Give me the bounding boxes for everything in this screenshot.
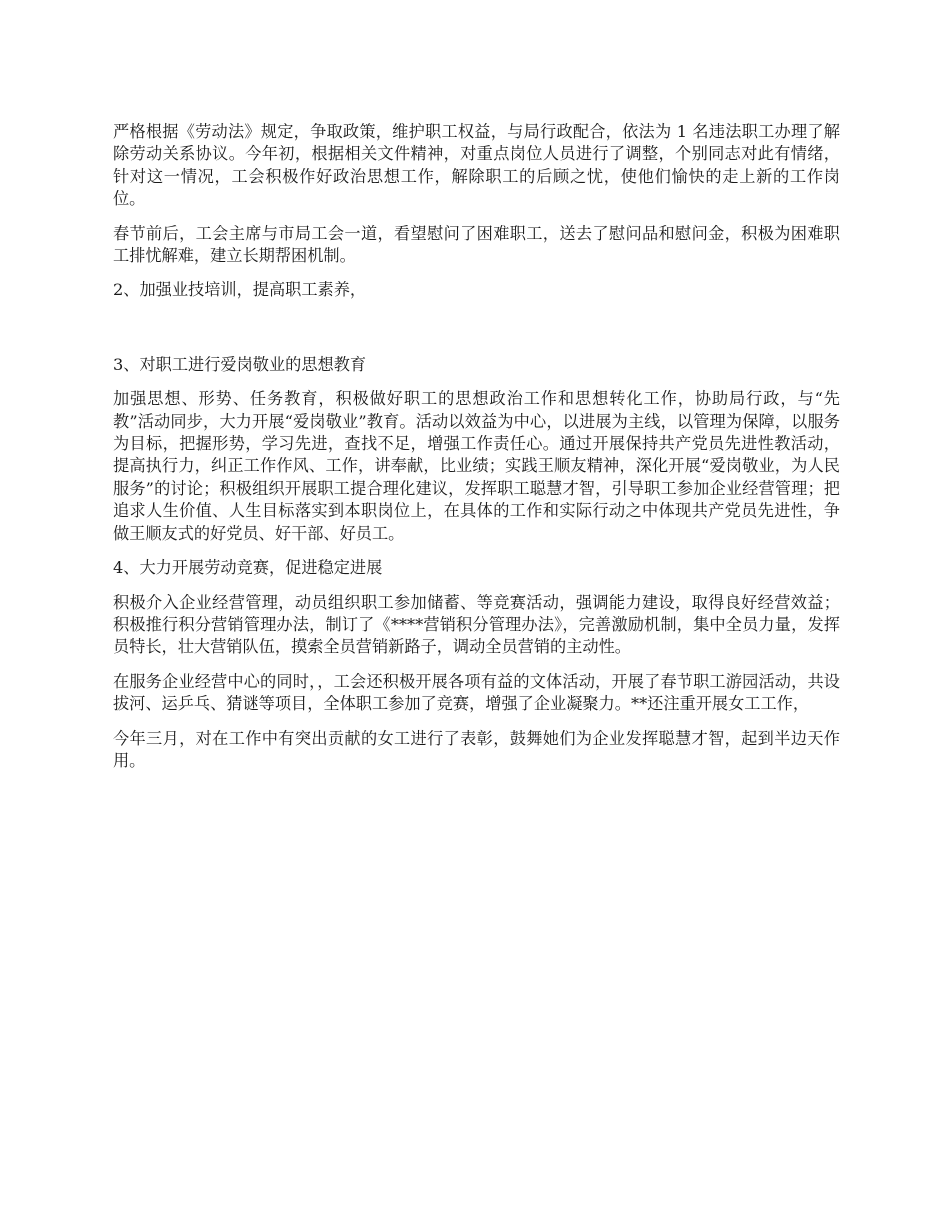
- document-body: [113, 121, 840, 784]
- section-heading-3: 3、对职工进行爱岗敬业的思想教育: [113, 354, 367, 374]
- section-heading-4: 4、大力开展劳动竞赛，促进稳定进展: [113, 558, 383, 578]
- paragraph-cultural-activities: 在服务企业经营中心的同时，，工会还积极开展各项有益的文体活动，开展了春节职工游园活动，共设拔河、运乒乓、猜谜等项目，全体职工参加了竞赛，增强了企业凝聚力。**还注重开展女工工作，: [113, 671, 840, 714]
- paragraph-women-workers: 今年三月，对在工作中有突出贡献的女工进行了表彰，鼓舞她们为企业发挥聪慧才智，起到半边天作用。: [113, 728, 840, 770]
- paragraph-ideology-education: 加强思想、形势、任务教育，积极做好职工的思想政治工作和思想转化工作，协助局行政，与“先教”活动同步，大力开展“爱岗敬业”教育。活动以效益为中心，以进展为主线，以管理为保障，以服务为目标，把握形势，学习先进，查找不足，增强工作责任心。通过开展保持共产党员先进性教活动，提高执行力，纠正工作作风、工作，讲奉献，比业绩；实践王顺友精神，深化开展“爱岗敬业，为人民服务”的讨论；积极组织开展职工提合理化建议，发挥职工聪慧才智，引导职工参加企业经营管理；把追求人生价值、人生目标落实到本职岗位上，在具体的工作和实际行动之中体现共产党员先进性，争做王顺友式的好党员、好干部、好员工。: [113, 389, 840, 543]
- paragraph-business-management: 积极介入企业经营管理，动员组织职工参加储蓄、等竞赛活动，强调能力建设，取得良好经营效益；积极推行积分营销管理办法，制订了《****营销积分管理办法》，完善激励机制，集中全员力量，发挥员特长，壮大营销队伍，摸索全员营销新路子，调动全员营销的主动性。: [113, 592, 840, 657]
- blank-space: [113, 314, 840, 354]
- paragraph-labor-law: 严格根据《劳动法》规定，争取政策，维护职工权益，与局行政配合，依法为 1 名违法职工办理了解除劳动关系协议。今年初，根据相关文件精神，对重点岗位人员进行了调整，个别同志对此有情绪，针对这一情况，工会积极作好政治思想工作，解除职工的后顾之忧，使他们愉快的走上新的工作岗位。: [113, 122, 840, 209]
- paragraph-spring-festival-visit: 春节前后，工会主席与市局工会一道，看望慰问了困难职工，送去了慰问品和慰问金，积极为困难职工排忧解难，建立长期帮困机制。: [113, 223, 840, 266]
- section-heading-2: 2、加强业技培训，提高职工素养，: [113, 280, 367, 300]
